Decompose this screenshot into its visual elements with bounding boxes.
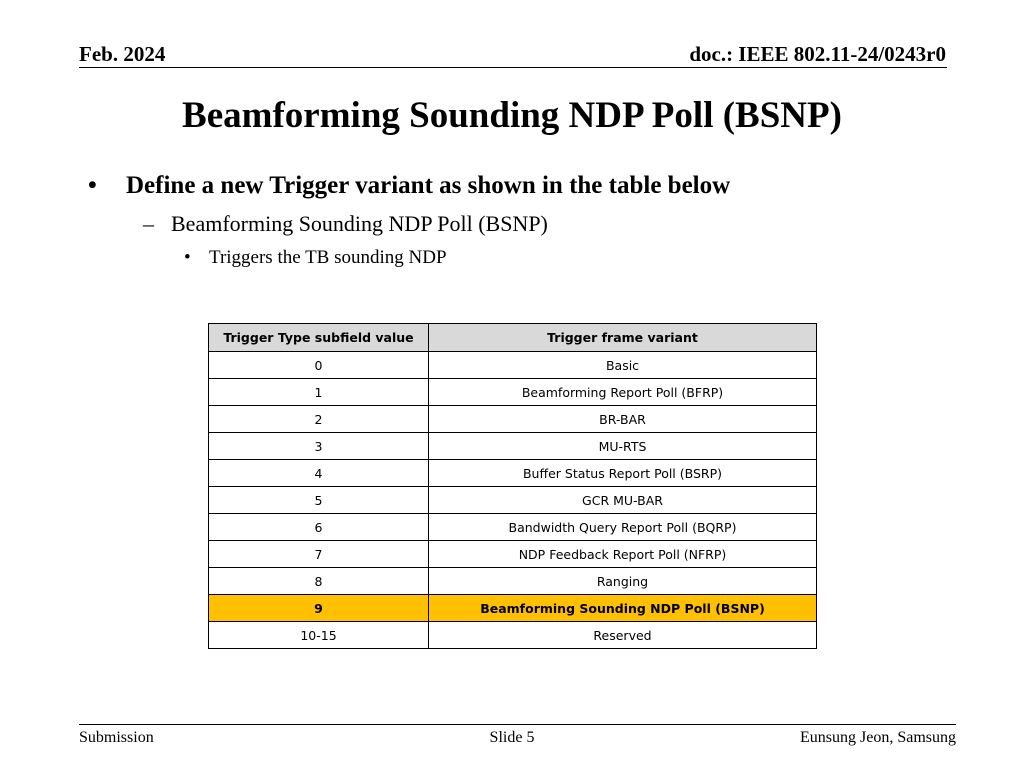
footer-submission: Submission bbox=[79, 729, 154, 746]
frame-variant-cell: Basic bbox=[429, 352, 817, 379]
table-row bbox=[209, 406, 817, 433]
bullet-level3-text: Triggers the TB sounding NDP bbox=[209, 247, 447, 268]
trigger-type-cell: 6 bbox=[209, 514, 429, 541]
trigger-type-cell: 2 bbox=[209, 406, 429, 433]
bullet-level3 bbox=[184, 246, 447, 270]
frame-variant-cell: Reserved bbox=[429, 622, 817, 649]
trigger-variant-table bbox=[208, 323, 817, 649]
header-doc-id: doc.: IEEE 802.11-24/0243r0 bbox=[689, 42, 946, 66]
table-row bbox=[209, 460, 817, 487]
slide-title: Beamforming Sounding NDP Poll (BSNP) bbox=[182, 95, 842, 136]
frame-variant-cell: GCR MU-BAR bbox=[429, 487, 817, 514]
table-row bbox=[209, 622, 817, 649]
bullet-marker: • bbox=[184, 247, 191, 268]
frame-variant-cell: Beamforming Report Poll (BFRP) bbox=[429, 379, 817, 406]
trigger-type-cell: 4 bbox=[209, 460, 429, 487]
column-header-trigger-type: Trigger Type subfield value bbox=[209, 324, 429, 352]
footer-slide-number: Slide 5 bbox=[489, 729, 535, 746]
column-header-frame-variant: Trigger frame variant bbox=[429, 324, 817, 352]
bullet-level2-text: Beamforming Sounding NDP Poll (BSNP) bbox=[171, 211, 548, 236]
table-row bbox=[209, 568, 817, 595]
bullet-level1 bbox=[88, 170, 730, 202]
trigger-type-cell: 9 bbox=[209, 595, 429, 622]
frame-variant-cell: Beamforming Sounding NDP Poll (BSNP) bbox=[429, 595, 817, 622]
table-row bbox=[209, 514, 817, 541]
footer-divider bbox=[79, 724, 956, 725]
table-row bbox=[209, 433, 817, 460]
trigger-type-cell: 3 bbox=[209, 433, 429, 460]
trigger-type-cell: 1 bbox=[209, 379, 429, 406]
trigger-type-cell: 5 bbox=[209, 487, 429, 514]
frame-variant-cell: Ranging bbox=[429, 568, 817, 595]
table-row bbox=[209, 379, 817, 406]
frame-variant-cell: BR-BAR bbox=[429, 406, 817, 433]
table-row bbox=[209, 541, 817, 568]
table-row-highlighted bbox=[209, 595, 817, 622]
frame-variant-cell: Buffer Status Report Poll (BSRP) bbox=[429, 460, 817, 487]
frame-variant-cell: MU-RTS bbox=[429, 433, 817, 460]
trigger-type-cell: 7 bbox=[209, 541, 429, 568]
trigger-type-cell: 0 bbox=[209, 352, 429, 379]
trigger-type-cell: 10-15 bbox=[209, 622, 429, 649]
frame-variant-cell: Bandwidth Query Report Poll (BQRP) bbox=[429, 514, 817, 541]
table-row bbox=[209, 487, 817, 514]
bullet-level1-text: Define a new Trigger variant as shown in the table below bbox=[126, 172, 731, 199]
bullet-level2 bbox=[143, 210, 548, 238]
dash-marker: – bbox=[143, 211, 154, 236]
table-header-row bbox=[209, 324, 817, 352]
header-divider bbox=[79, 67, 947, 68]
header-date: Feb. 2024 bbox=[79, 42, 166, 66]
trigger-type-cell: 8 bbox=[209, 568, 429, 595]
table-row bbox=[209, 352, 817, 379]
frame-variant-cell: NDP Feedback Report Poll (NFRP) bbox=[429, 541, 817, 568]
bullet-marker: • bbox=[88, 172, 97, 199]
footer-author: Eunsung Jeon, Samsung bbox=[800, 729, 956, 746]
